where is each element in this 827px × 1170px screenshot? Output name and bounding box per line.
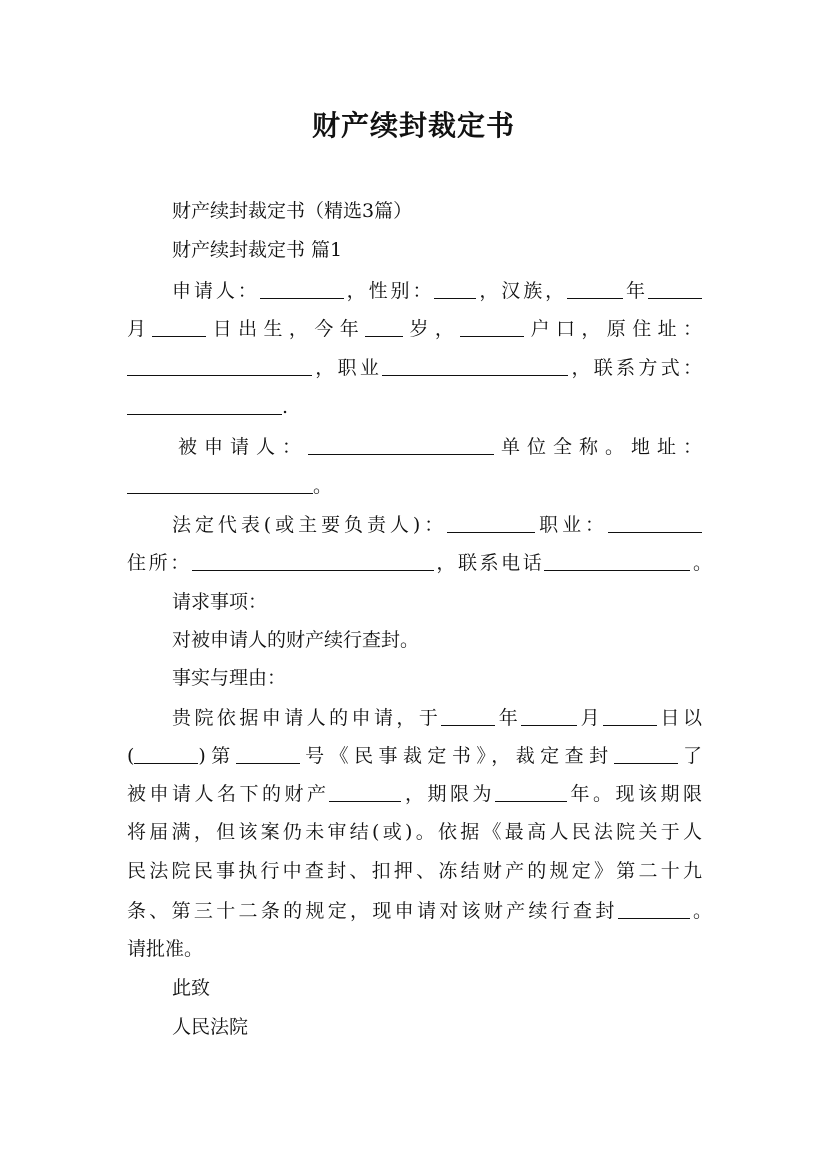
facts-title: 事实与理由： — [172, 667, 287, 689]
respondent-line-2: 。 — [127, 473, 332, 498]
section-heading: 财产续封裁定书 篇1 — [172, 239, 343, 261]
closing-court: 人民法院 — [172, 1016, 249, 1038]
facts-line-2: ( )第 号《民事裁定书》，裁定查封 了 — [127, 745, 702, 767]
legal-line-2: 住所： ，联系电话 。 — [127, 552, 712, 574]
respondent-line-1: 被申请人： 单位全称。地址： — [178, 436, 702, 458]
request-title: 请求事项： — [172, 591, 268, 613]
facts-line-1: 贵院依据申请人的申请，于 年 月 日以 — [172, 707, 702, 729]
applicant-line-4: . — [127, 394, 288, 419]
facts-line-3: 被申请人名下的财产 ，期限为 年。现该期限 — [127, 783, 702, 805]
applicant-line-3: ，职业 ，联系方式： — [127, 355, 702, 380]
facts-line-6: 条、第三十二条的规定，现申请对该财产续行查封 。 — [127, 900, 712, 922]
facts-line-7: 请批准。 — [127, 938, 204, 960]
facts-line-5: 民法院民事执行中查封、扣押、冻结财产的规定》第二十九 — [127, 860, 702, 882]
document-title: 财产续封裁定书 — [311, 109, 515, 142]
request-body: 对被申请人的财产续行查封。 — [172, 629, 420, 651]
legal-line-1: 法定代表(或主要负责人)： 职业： — [172, 512, 702, 537]
applicant-line-1: 申请人： ，性别： ，汉族， 年 — [172, 278, 702, 303]
facts-line-4: 将届满，但该案仍未审结(或)。依据《最高人民法院关于人 — [127, 821, 702, 843]
intro-line: 财产续封裁定书（精选3篇） — [172, 200, 413, 222]
applicant-line-2: 月 日出生，今年 岁， 户口，原住址： — [127, 318, 702, 340]
closing-salutation: 此致 — [172, 977, 211, 999]
